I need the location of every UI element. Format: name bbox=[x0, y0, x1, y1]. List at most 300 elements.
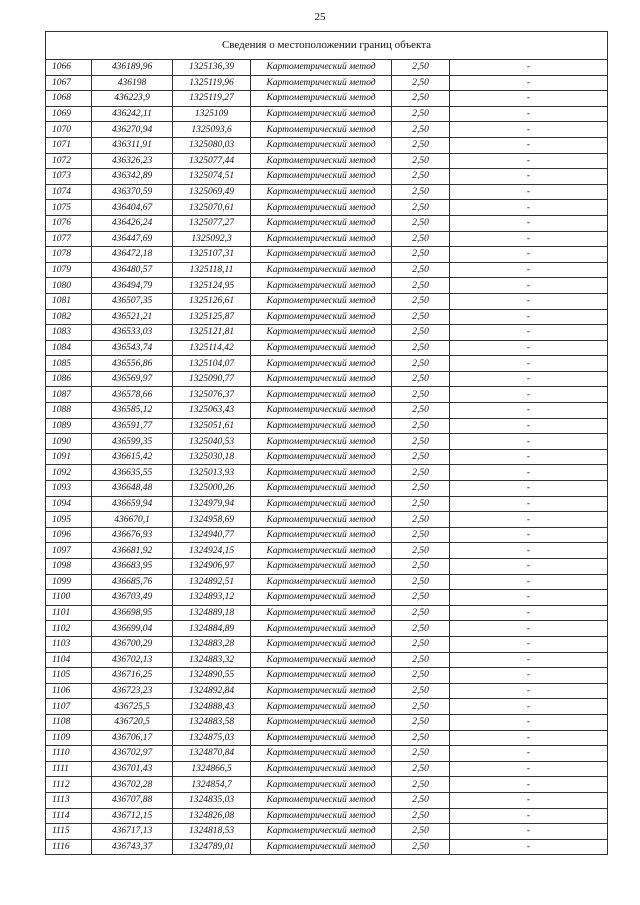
accuracy-cell: 2,50 bbox=[392, 730, 450, 746]
y-coordinate-cell: 1325090,77 bbox=[173, 371, 251, 387]
description-cell: - bbox=[450, 137, 608, 153]
x-coordinate-cell: 436404,67 bbox=[92, 200, 173, 216]
method-cell: Картометрический метод bbox=[251, 340, 392, 356]
accuracy-cell: 2,50 bbox=[392, 75, 450, 91]
method-cell: Картометрический метод bbox=[251, 465, 392, 481]
accuracy-cell: 2,50 bbox=[392, 543, 450, 559]
method-cell: Картометрический метод bbox=[251, 746, 392, 762]
table-row bbox=[46, 91, 608, 107]
x-coordinate-cell: 436556,86 bbox=[92, 356, 173, 372]
table-row bbox=[46, 434, 608, 450]
x-coordinate-cell: 436543,74 bbox=[92, 340, 173, 356]
point-number-cell: 1102 bbox=[46, 621, 92, 637]
x-coordinate-cell: 436223,9 bbox=[92, 91, 173, 107]
y-coordinate-cell: 1324883,28 bbox=[173, 636, 251, 652]
table-row bbox=[46, 262, 608, 278]
point-number-cell: 1082 bbox=[46, 309, 92, 325]
y-coordinate-cell: 1325063,43 bbox=[173, 403, 251, 419]
table-row bbox=[46, 746, 608, 762]
table-row bbox=[46, 699, 608, 715]
description-cell: - bbox=[450, 792, 608, 808]
method-cell: Картометрический метод bbox=[251, 512, 392, 528]
x-coordinate-cell: 436702,13 bbox=[92, 652, 173, 668]
table-row bbox=[46, 512, 608, 528]
description-cell: - bbox=[450, 590, 608, 606]
point-number-cell: 1097 bbox=[46, 543, 92, 559]
accuracy-cell: 2,50 bbox=[392, 247, 450, 263]
table-row bbox=[46, 325, 608, 341]
point-number-cell: 1076 bbox=[46, 215, 92, 231]
accuracy-cell: 2,50 bbox=[392, 387, 450, 403]
y-coordinate-cell: 1324889,18 bbox=[173, 605, 251, 621]
table-row bbox=[46, 527, 608, 543]
accuracy-cell: 2,50 bbox=[392, 621, 450, 637]
table-row bbox=[46, 122, 608, 138]
table-row bbox=[46, 808, 608, 824]
x-coordinate-cell: 436683,95 bbox=[92, 559, 173, 575]
method-cell: Картометрический метод bbox=[251, 75, 392, 91]
accuracy-cell: 2,50 bbox=[392, 605, 450, 621]
x-coordinate-cell: 436311,91 bbox=[92, 137, 173, 153]
y-coordinate-cell: 1325077,27 bbox=[173, 215, 251, 231]
method-cell: Картометрический метод bbox=[251, 543, 392, 559]
method-cell: Картометрический метод bbox=[251, 605, 392, 621]
table-row bbox=[46, 356, 608, 372]
x-coordinate-cell: 436198 bbox=[92, 75, 173, 91]
accuracy-cell: 2,50 bbox=[392, 215, 450, 231]
method-cell: Картометрический метод bbox=[251, 309, 392, 325]
y-coordinate-cell: 1325124,95 bbox=[173, 278, 251, 294]
description-cell: - bbox=[450, 231, 608, 247]
method-cell: Картометрический метод bbox=[251, 247, 392, 263]
table-row bbox=[46, 496, 608, 512]
point-number-cell: 1072 bbox=[46, 153, 92, 169]
y-coordinate-cell: 1325030,18 bbox=[173, 449, 251, 465]
method-cell: Картометрический метод bbox=[251, 418, 392, 434]
y-coordinate-cell: 1325107,31 bbox=[173, 247, 251, 263]
y-coordinate-cell: 1325076,37 bbox=[173, 387, 251, 403]
description-cell: - bbox=[450, 215, 608, 231]
point-number-cell: 1091 bbox=[46, 449, 92, 465]
y-coordinate-cell: 1325118,11 bbox=[173, 262, 251, 278]
table-row bbox=[46, 730, 608, 746]
y-coordinate-cell: 1325000,26 bbox=[173, 481, 251, 497]
description-cell: - bbox=[450, 200, 608, 216]
point-number-cell: 1080 bbox=[46, 278, 92, 294]
description-cell: - bbox=[450, 106, 608, 122]
accuracy-cell: 2,50 bbox=[392, 356, 450, 372]
description-cell: - bbox=[450, 75, 608, 91]
method-cell: Картометрический метод bbox=[251, 824, 392, 840]
method-cell: Картометрический метод bbox=[251, 668, 392, 684]
y-coordinate-cell: 1325074,51 bbox=[173, 169, 251, 185]
x-coordinate-cell: 436591,77 bbox=[92, 418, 173, 434]
method-cell: Картометрический метод bbox=[251, 325, 392, 341]
x-coordinate-cell: 436700,29 bbox=[92, 636, 173, 652]
description-cell: - bbox=[450, 652, 608, 668]
y-coordinate-cell: 1325104,07 bbox=[173, 356, 251, 372]
point-number-cell: 1090 bbox=[46, 434, 92, 450]
table-row bbox=[46, 387, 608, 403]
table-row bbox=[46, 465, 608, 481]
point-number-cell: 1110 bbox=[46, 746, 92, 762]
table-row bbox=[46, 340, 608, 356]
point-number-cell: 1104 bbox=[46, 652, 92, 668]
description-cell: - bbox=[450, 91, 608, 107]
method-cell: Картометрический метод bbox=[251, 761, 392, 777]
accuracy-cell: 2,50 bbox=[392, 699, 450, 715]
accuracy-cell: 2,50 bbox=[392, 184, 450, 200]
method-cell: Картометрический метод bbox=[251, 278, 392, 294]
boundary-table-container bbox=[45, 31, 607, 855]
point-number-cell: 1094 bbox=[46, 496, 92, 512]
x-coordinate-cell: 436717,13 bbox=[92, 824, 173, 840]
accuracy-cell: 2,50 bbox=[392, 668, 450, 684]
point-number-cell: 1109 bbox=[46, 730, 92, 746]
method-cell: Картометрический метод bbox=[251, 200, 392, 216]
method-cell: Картометрический метод bbox=[251, 839, 392, 855]
table-row bbox=[46, 293, 608, 309]
table-row bbox=[46, 278, 608, 294]
y-coordinate-cell: 1325125,87 bbox=[173, 309, 251, 325]
method-cell: Картометрический метод bbox=[251, 387, 392, 403]
x-coordinate-cell: 436370,59 bbox=[92, 184, 173, 200]
x-coordinate-cell: 436716,25 bbox=[92, 668, 173, 684]
description-cell: - bbox=[450, 449, 608, 465]
x-coordinate-cell: 436723,23 bbox=[92, 683, 173, 699]
method-cell: Картометрический метод bbox=[251, 371, 392, 387]
y-coordinate-cell: 1325119,27 bbox=[173, 91, 251, 107]
table-row bbox=[46, 60, 608, 76]
description-cell: - bbox=[450, 621, 608, 637]
description-cell: - bbox=[450, 730, 608, 746]
x-coordinate-cell: 436426,24 bbox=[92, 215, 173, 231]
point-number-cell: 1083 bbox=[46, 325, 92, 341]
table-row bbox=[46, 200, 608, 216]
x-coordinate-cell: 436712,15 bbox=[92, 808, 173, 824]
description-cell: - bbox=[450, 808, 608, 824]
y-coordinate-cell: 1325040,53 bbox=[173, 434, 251, 450]
point-number-cell: 1106 bbox=[46, 683, 92, 699]
description-cell: - bbox=[450, 60, 608, 76]
accuracy-cell: 2,50 bbox=[392, 481, 450, 497]
method-cell: Картометрический метод bbox=[251, 527, 392, 543]
point-number-cell: 1084 bbox=[46, 340, 92, 356]
x-coordinate-cell: 436189,96 bbox=[92, 60, 173, 76]
accuracy-cell: 2,50 bbox=[392, 371, 450, 387]
accuracy-cell: 2,50 bbox=[392, 262, 450, 278]
table-row bbox=[46, 683, 608, 699]
x-coordinate-cell: 436670,1 bbox=[92, 512, 173, 528]
description-cell: - bbox=[450, 824, 608, 840]
x-coordinate-cell: 436494,79 bbox=[92, 278, 173, 294]
method-cell: Картометрический метод bbox=[251, 215, 392, 231]
method-cell: Картометрический метод bbox=[251, 481, 392, 497]
description-cell: - bbox=[450, 574, 608, 590]
y-coordinate-cell: 1324866,5 bbox=[173, 761, 251, 777]
accuracy-cell: 2,50 bbox=[392, 792, 450, 808]
accuracy-cell: 2,50 bbox=[392, 137, 450, 153]
description-cell: - bbox=[450, 527, 608, 543]
accuracy-cell: 2,50 bbox=[392, 824, 450, 840]
table-row bbox=[46, 106, 608, 122]
point-number-cell: 1067 bbox=[46, 75, 92, 91]
accuracy-cell: 2,50 bbox=[392, 403, 450, 419]
point-number-cell: 1116 bbox=[46, 839, 92, 855]
description-cell: - bbox=[450, 543, 608, 559]
description-cell: - bbox=[450, 512, 608, 528]
description-cell: - bbox=[450, 714, 608, 730]
description-cell: - bbox=[450, 559, 608, 575]
accuracy-cell: 2,50 bbox=[392, 590, 450, 606]
table-row bbox=[46, 184, 608, 200]
table-row bbox=[46, 761, 608, 777]
description-cell: - bbox=[450, 262, 608, 278]
method-cell: Картометрический метод bbox=[251, 621, 392, 637]
point-number-cell: 1071 bbox=[46, 137, 92, 153]
point-number-cell: 1107 bbox=[46, 699, 92, 715]
description-cell: - bbox=[450, 278, 608, 294]
y-coordinate-cell: 1324979,94 bbox=[173, 496, 251, 512]
x-coordinate-cell: 436681,92 bbox=[92, 543, 173, 559]
accuracy-cell: 2,50 bbox=[392, 60, 450, 76]
accuracy-cell: 2,50 bbox=[392, 231, 450, 247]
table-row bbox=[46, 403, 608, 419]
accuracy-cell: 2,50 bbox=[392, 636, 450, 652]
table-row bbox=[46, 824, 608, 840]
x-coordinate-cell: 436507,35 bbox=[92, 293, 173, 309]
method-cell: Картометрический метод bbox=[251, 777, 392, 793]
description-cell: - bbox=[450, 434, 608, 450]
accuracy-cell: 2,50 bbox=[392, 574, 450, 590]
method-cell: Картометрический метод bbox=[251, 559, 392, 575]
table-row bbox=[46, 418, 608, 434]
y-coordinate-cell: 1324870,84 bbox=[173, 746, 251, 762]
x-coordinate-cell: 436706,17 bbox=[92, 730, 173, 746]
x-coordinate-cell: 436615,42 bbox=[92, 449, 173, 465]
x-coordinate-cell: 436685,76 bbox=[92, 574, 173, 590]
point-number-cell: 1111 bbox=[46, 761, 92, 777]
y-coordinate-cell: 1324940,77 bbox=[173, 527, 251, 543]
method-cell: Картометрический метод bbox=[251, 434, 392, 450]
x-coordinate-cell: 436533,03 bbox=[92, 325, 173, 341]
description-cell: - bbox=[450, 340, 608, 356]
y-coordinate-cell: 1325119,96 bbox=[173, 75, 251, 91]
description-cell: - bbox=[450, 309, 608, 325]
table-row bbox=[46, 652, 608, 668]
table-row bbox=[46, 574, 608, 590]
accuracy-cell: 2,50 bbox=[392, 683, 450, 699]
point-number-cell: 1108 bbox=[46, 714, 92, 730]
point-number-cell: 1069 bbox=[46, 106, 92, 122]
table-row bbox=[46, 247, 608, 263]
y-coordinate-cell: 1325109 bbox=[173, 106, 251, 122]
description-cell: - bbox=[450, 746, 608, 762]
x-coordinate-cell: 436242,11 bbox=[92, 106, 173, 122]
point-number-cell: 1100 bbox=[46, 590, 92, 606]
accuracy-cell: 2,50 bbox=[392, 200, 450, 216]
y-coordinate-cell: 1324875,03 bbox=[173, 730, 251, 746]
y-coordinate-cell: 1325069,49 bbox=[173, 184, 251, 200]
accuracy-cell: 2,50 bbox=[392, 122, 450, 138]
y-coordinate-cell: 1324818,53 bbox=[173, 824, 251, 840]
x-coordinate-cell: 436447,69 bbox=[92, 231, 173, 247]
y-coordinate-cell: 1325093,6 bbox=[173, 122, 251, 138]
y-coordinate-cell: 1325092,3 bbox=[173, 231, 251, 247]
description-cell: - bbox=[450, 356, 608, 372]
y-coordinate-cell: 1324884,89 bbox=[173, 621, 251, 637]
description-cell: - bbox=[450, 387, 608, 403]
method-cell: Картометрический метод bbox=[251, 590, 392, 606]
point-number-cell: 1066 bbox=[46, 60, 92, 76]
method-cell: Картометрический метод bbox=[251, 730, 392, 746]
method-cell: Картометрический метод bbox=[251, 153, 392, 169]
x-coordinate-cell: 436578,66 bbox=[92, 387, 173, 403]
point-number-cell: 1074 bbox=[46, 184, 92, 200]
description-cell: - bbox=[450, 122, 608, 138]
description-cell: - bbox=[450, 699, 608, 715]
y-coordinate-cell: 1324854,7 bbox=[173, 777, 251, 793]
point-number-cell: 1096 bbox=[46, 527, 92, 543]
y-coordinate-cell: 1324890,55 bbox=[173, 668, 251, 684]
point-number-cell: 1113 bbox=[46, 792, 92, 808]
description-cell: - bbox=[450, 605, 608, 621]
accuracy-cell: 2,50 bbox=[392, 434, 450, 450]
table-title: Сведения о местоположении границ объекта bbox=[46, 32, 608, 60]
accuracy-cell: 2,50 bbox=[392, 449, 450, 465]
point-number-cell: 1105 bbox=[46, 668, 92, 684]
table-row bbox=[46, 714, 608, 730]
y-coordinate-cell: 1324892,84 bbox=[173, 683, 251, 699]
point-number-cell: 1103 bbox=[46, 636, 92, 652]
description-cell: - bbox=[450, 668, 608, 684]
table-row bbox=[46, 668, 608, 684]
table-body bbox=[46, 60, 608, 855]
x-coordinate-cell: 436521,21 bbox=[92, 309, 173, 325]
point-number-cell: 1087 bbox=[46, 387, 92, 403]
table-row bbox=[46, 792, 608, 808]
y-coordinate-cell: 1324826,08 bbox=[173, 808, 251, 824]
point-number-cell: 1098 bbox=[46, 559, 92, 575]
point-number-cell: 1068 bbox=[46, 91, 92, 107]
point-number-cell: 1070 bbox=[46, 122, 92, 138]
table-row bbox=[46, 621, 608, 637]
accuracy-cell: 2,50 bbox=[392, 91, 450, 107]
x-coordinate-cell: 436702,28 bbox=[92, 777, 173, 793]
accuracy-cell: 2,50 bbox=[392, 559, 450, 575]
table-row bbox=[46, 75, 608, 91]
accuracy-cell: 2,50 bbox=[392, 761, 450, 777]
point-number-cell: 1078 bbox=[46, 247, 92, 263]
y-coordinate-cell: 1324893,12 bbox=[173, 590, 251, 606]
point-number-cell: 1077 bbox=[46, 231, 92, 247]
y-coordinate-cell: 1324906,97 bbox=[173, 559, 251, 575]
x-coordinate-cell: 436701,43 bbox=[92, 761, 173, 777]
y-coordinate-cell: 1324958,69 bbox=[173, 512, 251, 528]
table-row bbox=[46, 215, 608, 231]
table-row bbox=[46, 137, 608, 153]
x-coordinate-cell: 436326,23 bbox=[92, 153, 173, 169]
accuracy-cell: 2,50 bbox=[392, 278, 450, 294]
method-cell: Картометрический метод bbox=[251, 262, 392, 278]
x-coordinate-cell: 436599,35 bbox=[92, 434, 173, 450]
description-cell: - bbox=[450, 761, 608, 777]
point-number-cell: 1081 bbox=[46, 293, 92, 309]
method-cell: Картометрический метод bbox=[251, 496, 392, 512]
accuracy-cell: 2,50 bbox=[392, 106, 450, 122]
boundary-coordinates-table bbox=[45, 31, 608, 855]
table-row bbox=[46, 590, 608, 606]
page-number: 25 bbox=[314, 11, 326, 23]
description-cell: - bbox=[450, 683, 608, 699]
y-coordinate-cell: 1324888,43 bbox=[173, 699, 251, 715]
table-row bbox=[46, 605, 608, 621]
y-coordinate-cell: 1325114,42 bbox=[173, 340, 251, 356]
table-row bbox=[46, 543, 608, 559]
y-coordinate-cell: 1324924,15 bbox=[173, 543, 251, 559]
table-row bbox=[46, 231, 608, 247]
x-coordinate-cell: 436270,94 bbox=[92, 122, 173, 138]
method-cell: Картометрический метод bbox=[251, 699, 392, 715]
y-coordinate-cell: 1324883,32 bbox=[173, 652, 251, 668]
point-number-cell: 1114 bbox=[46, 808, 92, 824]
method-cell: Картометрический метод bbox=[251, 792, 392, 808]
x-coordinate-cell: 436707,88 bbox=[92, 792, 173, 808]
description-cell: - bbox=[450, 465, 608, 481]
accuracy-cell: 2,50 bbox=[392, 746, 450, 762]
accuracy-cell: 2,50 bbox=[392, 714, 450, 730]
x-coordinate-cell: 436703,49 bbox=[92, 590, 173, 606]
x-coordinate-cell: 436635,55 bbox=[92, 465, 173, 481]
accuracy-cell: 2,50 bbox=[392, 777, 450, 793]
table-row bbox=[46, 309, 608, 325]
x-coordinate-cell: 436698,95 bbox=[92, 605, 173, 621]
table-row bbox=[46, 169, 608, 185]
method-cell: Картометрический метод bbox=[251, 91, 392, 107]
accuracy-cell: 2,50 bbox=[392, 527, 450, 543]
point-number-cell: 1095 bbox=[46, 512, 92, 528]
description-cell: - bbox=[450, 371, 608, 387]
accuracy-cell: 2,50 bbox=[392, 293, 450, 309]
x-coordinate-cell: 436699,04 bbox=[92, 621, 173, 637]
description-cell: - bbox=[450, 418, 608, 434]
method-cell: Картометрический метод bbox=[251, 403, 392, 419]
method-cell: Картометрический метод bbox=[251, 60, 392, 76]
accuracy-cell: 2,50 bbox=[392, 465, 450, 481]
point-number-cell: 1099 bbox=[46, 574, 92, 590]
method-cell: Картометрический метод bbox=[251, 652, 392, 668]
accuracy-cell: 2,50 bbox=[392, 325, 450, 341]
method-cell: Картометрический метод bbox=[251, 122, 392, 138]
point-number-cell: 1101 bbox=[46, 605, 92, 621]
table-row bbox=[46, 559, 608, 575]
y-coordinate-cell: 1325126,61 bbox=[173, 293, 251, 309]
accuracy-cell: 2,50 bbox=[392, 496, 450, 512]
point-number-cell: 1093 bbox=[46, 481, 92, 497]
y-coordinate-cell: 1325136,39 bbox=[173, 60, 251, 76]
accuracy-cell: 2,50 bbox=[392, 652, 450, 668]
accuracy-cell: 2,50 bbox=[392, 808, 450, 824]
description-cell: - bbox=[450, 169, 608, 185]
point-number-cell: 1073 bbox=[46, 169, 92, 185]
description-cell: - bbox=[450, 153, 608, 169]
method-cell: Картометрический метод bbox=[251, 356, 392, 372]
method-cell: Картометрический метод bbox=[251, 636, 392, 652]
y-coordinate-cell: 1325013,93 bbox=[173, 465, 251, 481]
y-coordinate-cell: 1325077,44 bbox=[173, 153, 251, 169]
method-cell: Картометрический метод bbox=[251, 293, 392, 309]
description-cell: - bbox=[450, 403, 608, 419]
